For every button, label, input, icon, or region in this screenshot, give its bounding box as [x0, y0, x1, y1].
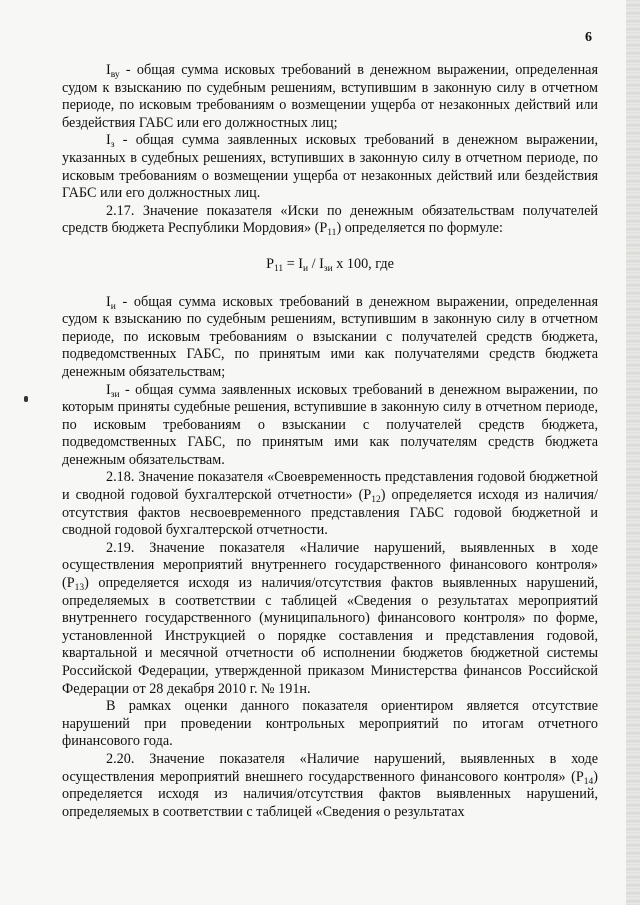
scan-edge [626, 0, 640, 905]
paragraph-ii [62, 294, 598, 382]
paragraph-note: В рамках оценки данного показателя ориентиром является отсутствие нарушений при проведении контрольных мероприятий по итогам отчетного финансового года. [62, 698, 598, 750]
paragraph-iz [62, 132, 598, 202]
symbol-sub: 14 [583, 776, 594, 787]
paragraph-text: ) определяется исходя из наличия/отсутствия фактов несвоевременного представления ГАБС годовой бюджетной и сводной годовой бухгалтерской отчетности. [62, 487, 598, 539]
paragraph-text: 2.20. Значение показателя «Наличие нарушений, выявленных в ходе осуществления мероприятий внешнего государственного финансового контроля» (P [62, 750, 598, 785]
symbol-sub: и [110, 301, 116, 312]
paragraph-text: - общая сумма заявленных исковых требований в денежном выражении, указанных в судебных решениях, вступивших в законную силу в отчетном периоде, по исковым требованиям о возмещении ущерба от незаконных действий или бездействия ГАБС или его должностных лиц. [62, 132, 598, 202]
document-body [62, 62, 598, 821]
paragraph-text: ) определяется исходя из наличия/отсутствия фактов выявленных нарушений, определяемых в соответствии с таблицей «Сведения о результатах мероприятий внутреннего государственного (муниципального) финансового контроля» по форме, установленной Инструкцией о порядке составления и представления годовой, квартальной и месячной отчетности об исполнении бюджетов бюджетной системы Российской Федерации, утвержденной приказом Министерства финансов Российской Федерации от 28 декабря 2010 г. № 191н. [62, 575, 598, 697]
paragraph-text: 2.19. Значение показателя «Наличие нарушений, выявленных в ходе осуществления мероприятий внутреннего государственного финансового контроля» (P [62, 539, 598, 592]
formula-part: P [266, 255, 274, 272]
symbol: I [106, 132, 111, 149]
paragraph-ivu [62, 62, 598, 132]
symbol: I [106, 62, 111, 78]
formula-part: x 100, где [332, 255, 394, 272]
paragraph-text: ) определяется исходя из наличия/отсутствия фактов выявленных нарушений, определяемых в соответствии с таблицей «Сведения о результатах [62, 768, 598, 820]
symbol-sub: 13 [74, 583, 85, 594]
formula-p11 [62, 256, 598, 274]
formula-sub: и [302, 263, 309, 274]
paragraph-text: - общая сумма исковых требований в денежном выражении, определенная судом к взысканию по судебным решениям, вступившим в законную силу в отчетном периоде, по исковым требованиям о взыскании с получателей средств бюджета, подведомственных ГАБС, по принятым ими как получателями средств бюджета денежным обязательствам; [62, 293, 598, 380]
symbol-sub: 11 [327, 228, 337, 239]
symbol: I [106, 293, 111, 310]
paragraph-text: - общая сумма заявленных исковых требований в денежном выражении, по которым приняты судебные решения, вступившие в законную силу в отчетном периоде, по исковым требованиям о взыскании с получателей средств бюджета, подведомственных ГАБС, по принятым ими как получателям средств бюджета денежным обязательствам. [62, 381, 598, 468]
symbol-sub: ву [110, 70, 120, 80]
paragraph-text: ) определяется по формуле: [336, 220, 503, 237]
symbol: I [106, 381, 111, 398]
paragraph-text: 2.17. Значение показателя «Иски по денежным обязательствам получателей средств бюджета Республики Мордовия» (P [62, 202, 598, 237]
paragraph-izi [62, 382, 598, 470]
symbol-sub: з [110, 140, 115, 151]
paragraph-text: 2.18. Значение показателя «Своевременность представления годовой бюджетной и сводной годовой бухгалтерской отчетности» (P [62, 469, 598, 504]
symbol-sub: зи [110, 389, 120, 400]
paragraph-2-20 [62, 751, 598, 821]
formula-sub: 11 [274, 263, 284, 274]
paragraph-2-17 [62, 203, 598, 238]
formula-part: = I [283, 255, 303, 272]
paragraph-text: - общая сумма исковых требований в денежном выражении, определенная судом к взысканию по судебным решениям, вступившим в законную силу в отчетном периоде, по исковым требованиям о возмещении ущерба от незаконных действий или бездействия ГАБС или его должностных лиц; [62, 62, 598, 131]
paragraph-2-19 [62, 540, 598, 698]
symbol-sub: 12 [371, 495, 381, 506]
page-number: 6 [585, 30, 592, 45]
formula-sub: зи [323, 263, 333, 274]
paragraph-2-18 [62, 469, 598, 539]
formula-part: / I [308, 255, 324, 272]
scan-artifact-dot [24, 396, 28, 402]
